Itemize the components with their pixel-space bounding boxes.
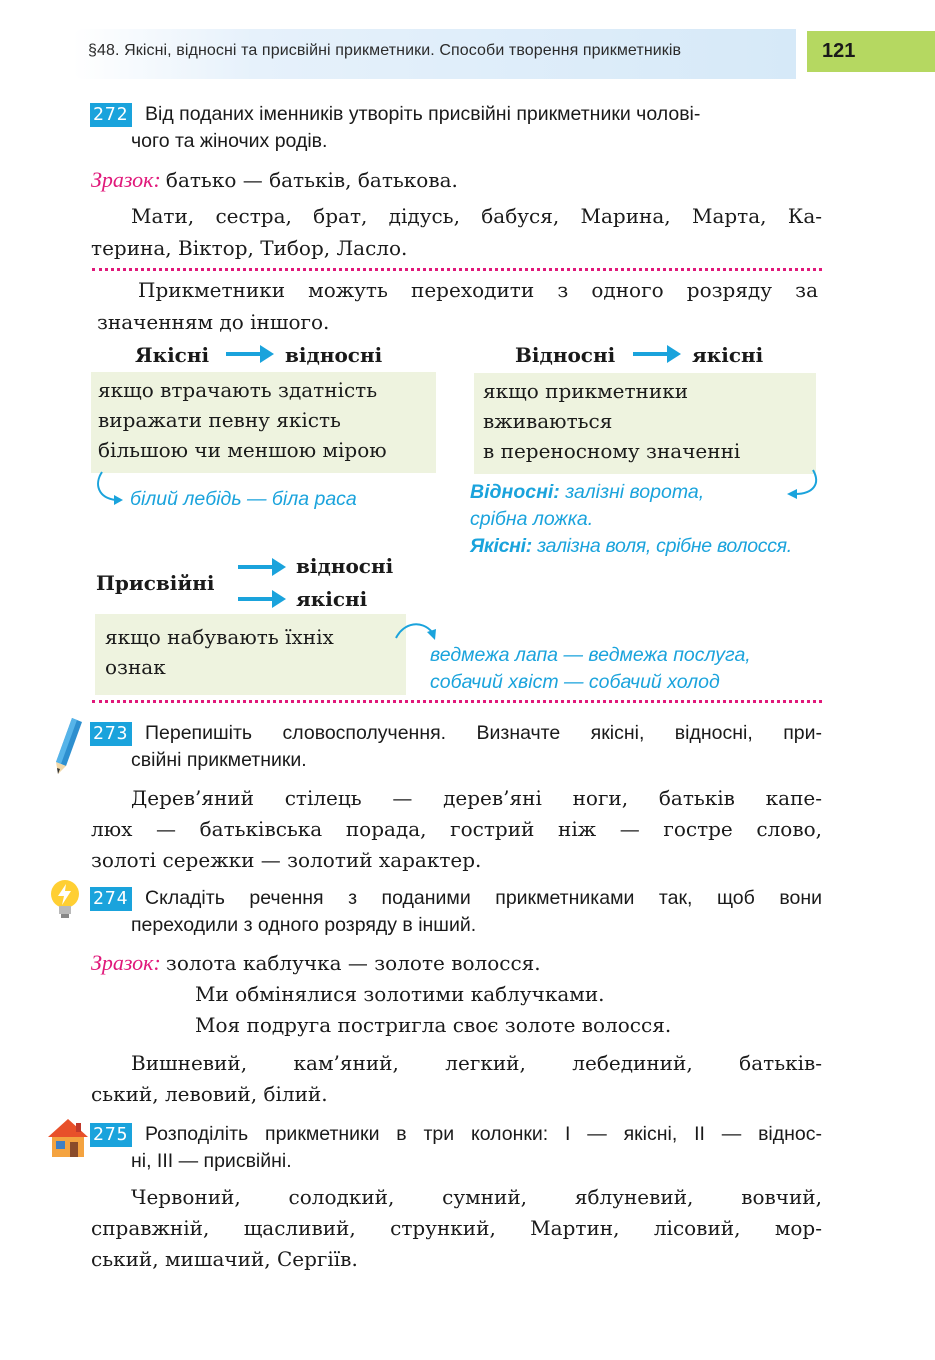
left-to-label: відносні xyxy=(285,343,383,367)
task-number-272: 272 xyxy=(90,103,132,127)
rule-intro-line2: значенням до іншого. xyxy=(97,310,330,334)
left-box-line1: якщо втрачають здатність xyxy=(98,378,378,402)
right-box-line2: вживаються xyxy=(483,409,613,433)
task-272-words-line1: Мати, сестра, брат, дідусь, бабуся, Марина, Марта, Ка- xyxy=(131,204,822,228)
poss-to2-label: якісні xyxy=(296,587,368,611)
task-number-273: 273 xyxy=(90,722,132,746)
rule-intro-line1: Прикметники можуть переходити з одного розряду за xyxy=(138,278,818,302)
task-273-text-line1: Дерев’яний стілець — дерев’яні ноги, батьків капе- xyxy=(131,786,822,810)
left-box-line2: виражати певну якість xyxy=(98,408,341,432)
task-275-words-line2: справжній, щасливий, стрункий, Мартин, лісовий, мор- xyxy=(91,1216,822,1240)
right-condition-box xyxy=(474,373,816,474)
dotted-divider-bottom xyxy=(92,700,822,703)
task-272-words-line2: терина, Віктор, Тибор, Ласло. xyxy=(91,236,408,260)
left-example: білий лебідь — біла раса xyxy=(130,488,357,510)
chapter-title: §48. Якісні, відносні та присвійні прикметники. Способи творення прикметників xyxy=(88,42,682,59)
right-box-line1: якщо прикметники xyxy=(483,379,689,403)
task-274-instruction-line2: переходили з одного розряду в інший. xyxy=(131,914,477,936)
right-example-3: Якісні: залізна воля, срібне волосся. xyxy=(470,535,792,557)
task-274-sample xyxy=(91,948,541,979)
task-275-words-line3: ський, мишачий, Сергіїв. xyxy=(91,1247,358,1271)
poss-from-label: Присвійні xyxy=(96,571,215,595)
task-273-text-line3: золоті сережки — золотий характер. xyxy=(91,848,482,872)
lightbulb-icon xyxy=(44,876,86,922)
task-274-sample-line3: Моя подруга постригла своє золоте волосся. xyxy=(195,1013,672,1037)
curved-arrow-icon xyxy=(94,470,126,510)
right-to-label: якісні xyxy=(692,343,764,367)
pencil-icon xyxy=(52,716,86,776)
arrow-right-icon xyxy=(224,343,276,365)
task-274-words-line2: ський, левовий, білий. xyxy=(91,1082,328,1106)
task-272-sample xyxy=(91,165,458,196)
task-number-275: 275 xyxy=(90,1123,132,1147)
house-icon xyxy=(46,1117,90,1159)
arrow-right-icon xyxy=(236,588,288,610)
task-273-instruction-line2: свійні прикметники. xyxy=(131,749,307,771)
task-272-instruction-line2: чого та жіночих родів. xyxy=(131,130,328,152)
task-number-274: 274 xyxy=(90,887,132,911)
dotted-divider-top xyxy=(92,268,822,271)
task-275-words-line1: Червоний, солодкий, сумний, яблуневий, вовчий, xyxy=(131,1185,822,1209)
task-273-text-line2: люх — батьківська порада, гострий ніж — гостре слово, xyxy=(91,817,822,841)
left-box-line3: більшою чи меншою мірою xyxy=(98,438,387,462)
page-number: 121 xyxy=(822,40,856,62)
sample-line1: золота каблучка — золоте волосся. xyxy=(165,951,541,975)
right-box-line3: в переносному значенні xyxy=(483,439,741,463)
right-example-1: Відносні: залізні ворота, xyxy=(470,481,705,503)
task-274-instruction-line1: Складіть речення з поданими прикметниками так, щоб вони xyxy=(145,887,822,909)
sample-label: Зразок: xyxy=(91,167,161,192)
poss-example-1: ведмежа лапа — ведмежа послуга, xyxy=(430,644,751,666)
poss-example-2: собачий хвіст — собачий холод xyxy=(430,671,720,693)
task-274-sample-line2: Ми обмінялися золотими каблучками. xyxy=(195,982,605,1006)
poss-box-line2: ознак xyxy=(105,655,166,679)
left-condition-box xyxy=(91,372,436,473)
task-272-instruction-line1: Від поданих іменників утворіть присвійні прикметники чолові- xyxy=(145,103,701,125)
sample-label: Зразок: xyxy=(91,950,161,975)
task-273-instruction-line1: Перепишіть словосполучення. Визначте якісні, відносні, при- xyxy=(145,722,822,744)
arrow-right-icon xyxy=(236,556,288,578)
task-275-instruction-line1: Розподіліть прикметники в три колонки: І — якісні, ІІ — віднос- xyxy=(145,1123,822,1145)
sample-text: батько — батьків, батькова. xyxy=(165,168,458,192)
task-275-instruction-line2: ні, ІІІ — присвійні. xyxy=(131,1150,292,1172)
right-from-label: Відносні xyxy=(515,343,616,367)
poss-box-line1: якщо набувають їхніх xyxy=(105,625,334,649)
task-274-words-line1: Вишневий, кам’яний, легкий, лебединий, батьків- xyxy=(131,1051,822,1075)
arrow-right-icon xyxy=(631,343,683,365)
left-from-label: Якісні xyxy=(135,343,210,367)
curved-arrow-icon xyxy=(783,468,823,502)
poss-condition-box xyxy=(95,614,406,695)
right-example-2: срібна ложка. xyxy=(470,508,594,530)
poss-to1-label: відносні xyxy=(296,554,394,578)
